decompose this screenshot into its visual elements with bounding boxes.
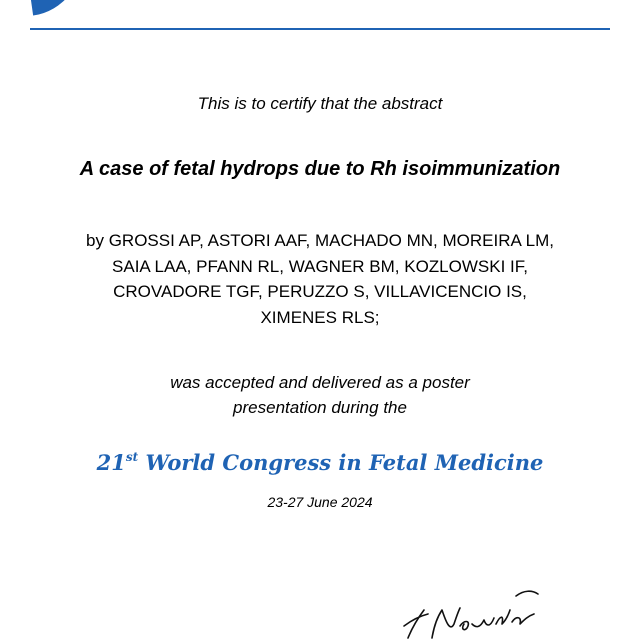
congress-name [0,450,640,475]
acceptance-statement [0,370,640,420]
author-list [0,228,640,330]
congress-title: World Congress in Fetal Medicine [145,450,544,475]
author-line: CROVADORE TGF, PERUZZO S, VILLAVICENCIO IS, [113,282,527,301]
acceptance-line: presentation during the [233,398,407,417]
congress-ordinal-suffix: st [125,450,139,464]
author-line: XIMENES RLS; [260,307,380,327]
congress-number: 21 [96,450,126,475]
certification-intro: This is to certify that the abstract [197,94,443,113]
author-line: by GROSSI AP, ASTORI AAF, MACHADO MN, MOREIRA LM, [86,231,554,250]
header-divider [30,28,610,30]
acceptance-line: was accepted and delivered as a poster [170,373,470,392]
logo-graphic [23,0,88,16]
event-dates: 23-27 June 2024 [267,494,373,510]
author-line: SAIA LAA, PFANN RL, WAGNER BM, KOZLOWSKI IF, [112,256,528,276]
signature-icon [398,580,548,640]
abstract-title: A case of fetal hydrops due to Rh isoimmunization [79,158,561,180]
